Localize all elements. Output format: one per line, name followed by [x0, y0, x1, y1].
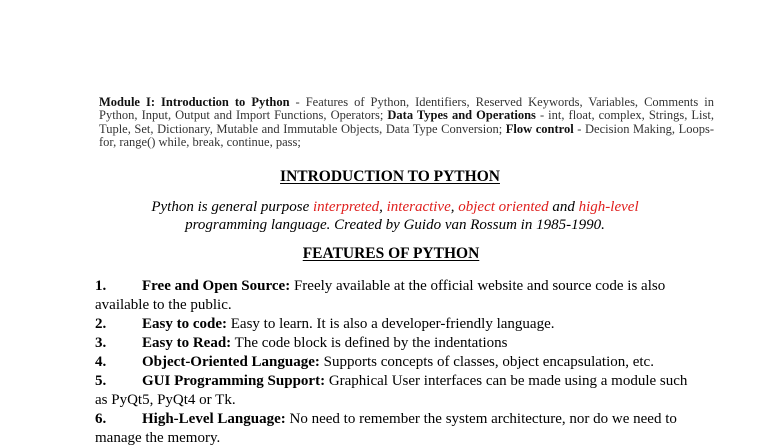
intro-text-2: ,: [379, 199, 387, 215]
intro-text-5: programming language. Created by Guido van Rossum in 1985-1990.: [185, 216, 605, 233]
intro-heading: INTRODUCTION TO PYTHON: [280, 168, 500, 185]
features-heading: FEATURES OF PYTHON: [302, 245, 480, 262]
module-title: Module I: Introduction to Python: [99, 95, 290, 109]
module-text: - Features of Python, Identifiers, Reserved Keywords, Variables, Comments in Python, Input, Output and Import Functions, Operators;: [99, 95, 714, 123]
feature-title: Object-Oriented Language:: [142, 354, 320, 370]
feature-number: 2.: [95, 316, 107, 332]
feature-title: Easy to code:: [142, 316, 227, 332]
feature-number: 3.: [95, 335, 107, 351]
data-types-title: Data Types and Operations: [387, 108, 536, 123]
intro-highlight-object-oriented: object oriented: [458, 199, 549, 215]
feature-item: [95, 353, 695, 372]
feature-item: [95, 372, 695, 410]
feature-number: 5.: [95, 373, 107, 389]
feature-item: [95, 334, 695, 353]
feature-description: No need to remember the system architecture, nor do we need to manage the memory.: [95, 411, 677, 446]
flow-control-text: - Decision Making, Loops-for, range() while, break, continue, pass;: [99, 121, 714, 149]
intro-highlight-interactive: interactive: [386, 199, 451, 215]
feature-item: [95, 410, 695, 448]
feature-description: Freely available at the official website and source code is also available to the public.: [95, 278, 666, 313]
feature-number: 6.: [95, 411, 107, 427]
feature-description: Supports concepts of classes, object encapsulation, etc.: [319, 354, 654, 370]
intro-text-4: and: [548, 199, 579, 215]
feature-description: The code block is defined by the indentations: [231, 335, 508, 351]
feature-description: Graphical User interfaces can be made using a module such as PyQt5, PyQt4 or Tk.: [95, 373, 688, 408]
feature-number: 4.: [95, 354, 107, 370]
features-list: [95, 277, 695, 448]
feature-description: Easy to learn. It is also a developer-friendly language.: [227, 316, 555, 332]
intro-text-3: ,: [450, 199, 459, 215]
intro-highlight-high-level: high-level: [578, 199, 639, 215]
intro-paragraph: [110, 199, 680, 234]
feature-number: 1.: [95, 278, 107, 294]
flow-control-title: Flow control: [505, 121, 574, 136]
intro-highlight-interpreted: interpreted: [313, 199, 380, 215]
feature-title: Free and Open Source:: [142, 278, 291, 294]
feature-item: [95, 277, 695, 315]
data-types-text: - int, float, complex, Strings, List, Tuple, Set, Dictionary, Mutable and Immutable Objects, Data Type Conversion;: [99, 108, 714, 136]
syllabus-paragraph: [99, 96, 714, 149]
feature-title: GUI Programming Support:: [142, 373, 326, 389]
intro-text-1: Python is general purpose: [151, 199, 314, 215]
feature-title: High-Level Language:: [142, 411, 286, 427]
feature-title: Easy to Read:: [142, 335, 232, 351]
feature-item: [95, 315, 695, 334]
